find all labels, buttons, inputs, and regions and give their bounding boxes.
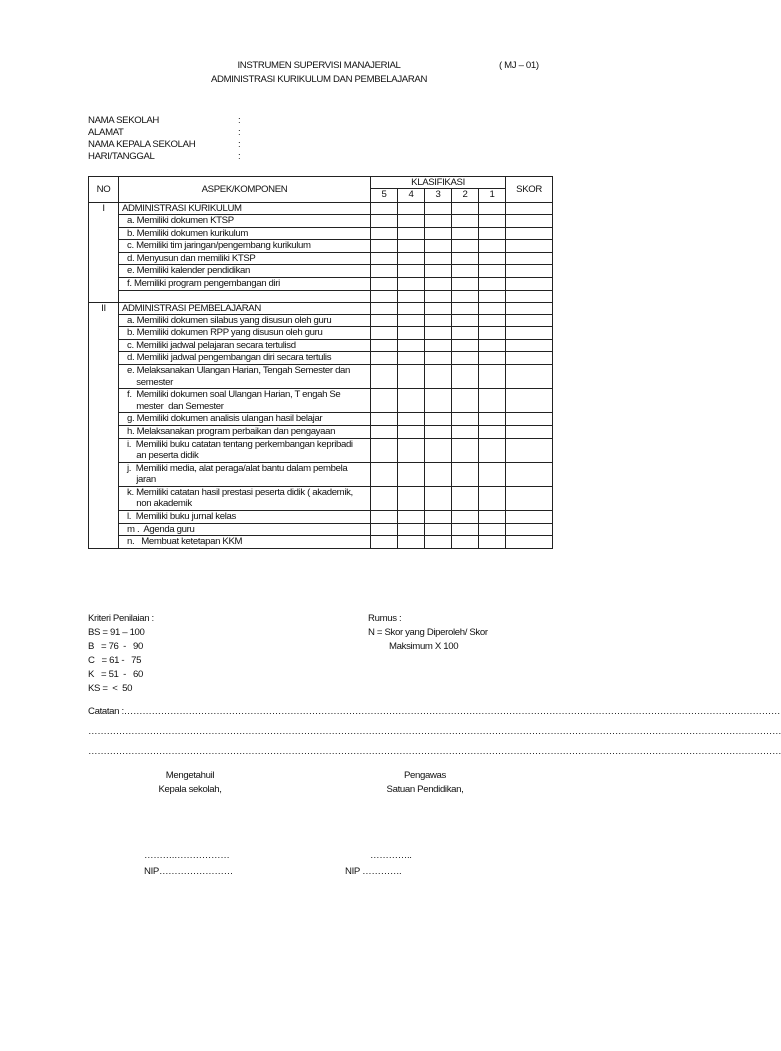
table-row (89, 240, 553, 253)
rating-cell[interactable] (452, 438, 479, 462)
rating-cell[interactable] (452, 523, 479, 536)
score-cell[interactable] (506, 252, 553, 265)
form-code: ( MJ – 01) (499, 60, 539, 71)
aspect-item: g. Memiliki dokumen analisis ulangan hasil belajar (119, 413, 371, 426)
criteria-line: C = 61 - 75 (88, 655, 142, 666)
rating-cell[interactable] (425, 462, 452, 486)
criteria-title: Kriteri Penilaian : (88, 613, 154, 624)
score-cell[interactable] (506, 227, 553, 240)
rating-cell[interactable] (371, 277, 398, 290)
scale-header-4: 4 (398, 189, 425, 203)
section-title: ADMINISTRASI KURIKULUM (119, 203, 371, 215)
header-klasifikasi: KLASIFIKASI (371, 177, 506, 189)
sig-left-role: Kepala sekolah, (158, 784, 222, 795)
table-row (89, 536, 553, 549)
rating-cell[interactable] (371, 486, 398, 510)
rating-cell[interactable] (425, 227, 452, 240)
rating-cell[interactable] (425, 389, 452, 413)
score-cell[interactable] (506, 314, 553, 327)
rating-cell[interactable] (452, 536, 479, 549)
aspect-item: n. Membuat ketetapan KKM (119, 536, 371, 549)
score-cell[interactable] (506, 536, 553, 549)
aspect-item: i. Memiliki buku catatan tentang perkembangan kepribadi an peserta didik (119, 438, 371, 462)
rating-cell[interactable] (371, 462, 398, 486)
aspect-item: c. Memiliki jadwal pelajaran secara tertulisd (119, 339, 371, 352)
formula-title: Rumus : (368, 613, 402, 624)
aspect-item: j. Memiliki media, alat peraga/alat bantu dalam pembela jaran (119, 462, 371, 486)
rating-cell[interactable] (398, 511, 425, 524)
rating-cell[interactable] (398, 364, 425, 388)
score-cell[interactable] (506, 413, 553, 426)
rating-cell[interactable] (371, 511, 398, 524)
section-number: I (89, 203, 119, 303)
rating-cell[interactable] (371, 327, 398, 340)
rating-cell[interactable] (425, 215, 452, 228)
rating-cell[interactable] (425, 536, 452, 549)
rating-cell[interactable] (479, 352, 506, 365)
rating-cell[interactable] (479, 536, 506, 549)
criteria-line: K = 51 - 60 (88, 669, 143, 680)
criteria-line: BS = 91 – 100 (88, 627, 145, 638)
rating-cell[interactable] (479, 203, 506, 215)
aspect-item: b. Memiliki dokumen kurikulum (119, 227, 371, 240)
rating-cell[interactable] (452, 389, 479, 413)
identity-colon: : (238, 127, 241, 138)
score-cell[interactable] (506, 352, 553, 365)
rating-cell[interactable] (425, 523, 452, 536)
rating-cell[interactable] (371, 413, 398, 426)
rating-cell[interactable] (398, 462, 425, 486)
rating-cell[interactable] (425, 413, 452, 426)
rating-cell[interactable] (398, 389, 425, 413)
notes-line-3: ……………………………………………………………………………………………………………………………………………………………………………………………………… (88, 746, 781, 757)
section-title: ADMINISTRASI PEMBELAJARAN (119, 302, 371, 314)
table-row (89, 314, 553, 327)
rating-cell[interactable] (371, 536, 398, 549)
identity-colon: : (238, 115, 241, 126)
rating-cell[interactable] (398, 277, 425, 290)
rating-cell[interactable] (452, 352, 479, 365)
rating-cell[interactable] (425, 486, 452, 510)
aspect-item: f. Memiliki program pengembangan diri (119, 277, 371, 290)
score-cell[interactable] (506, 462, 553, 486)
identity-label: NAMA KEPALA SEKOLAH (88, 139, 196, 150)
notes-label: Catatan : (88, 706, 124, 717)
table-row (89, 339, 553, 352)
score-cell[interactable] (506, 302, 553, 314)
rating-cell[interactable] (479, 425, 506, 438)
score-cell[interactable] (506, 486, 553, 510)
score-cell[interactable] (506, 277, 553, 290)
rating-cell[interactable] (479, 511, 506, 524)
rating-cell[interactable] (479, 462, 506, 486)
scale-header-3: 3 (425, 189, 452, 203)
rating-cell[interactable] (398, 252, 425, 265)
rating-cell[interactable] (425, 240, 452, 253)
table-row (89, 277, 553, 290)
rating-cell[interactable] (398, 302, 425, 314)
aspect-item: d. Memiliki jadwal pengembangan diri secara tertulis (119, 352, 371, 365)
rating-cell[interactable] (371, 290, 398, 302)
scale-header-1: 1 (479, 189, 506, 203)
rating-cell[interactable] (425, 339, 452, 352)
rating-cell[interactable] (452, 314, 479, 327)
rating-cell[interactable] (371, 203, 398, 215)
rating-cell[interactable] (452, 425, 479, 438)
rating-cell[interactable] (452, 511, 479, 524)
rating-cell[interactable] (371, 314, 398, 327)
score-cell[interactable] (506, 240, 553, 253)
rating-cell[interactable] (479, 314, 506, 327)
rating-cell[interactable] (371, 302, 398, 314)
assessment-table (88, 176, 553, 549)
spacer-row (89, 290, 553, 302)
rating-cell[interactable] (452, 302, 479, 314)
header-aspek: ASPEK/KOMPONEN (119, 177, 371, 203)
score-cell[interactable] (506, 511, 553, 524)
rating-cell[interactable] (452, 327, 479, 340)
aspect-item: f. Memiliki dokumen soal Ulangan Harian, T engah Se mester dan Semester (119, 389, 371, 413)
rating-cell[interactable] (452, 290, 479, 302)
identity-label: ALAMAT (88, 127, 124, 138)
rating-cell[interactable] (479, 327, 506, 340)
rating-cell[interactable] (479, 252, 506, 265)
rating-cell[interactable] (425, 511, 452, 524)
rating-cell[interactable] (452, 252, 479, 265)
rating-cell[interactable] (425, 364, 452, 388)
rating-cell[interactable] (452, 227, 479, 240)
rating-cell[interactable] (452, 265, 479, 278)
rating-cell[interactable] (398, 290, 425, 302)
rating-cell[interactable] (371, 364, 398, 388)
section-row (89, 302, 553, 314)
score-cell[interactable] (506, 364, 553, 388)
score-cell[interactable] (506, 215, 553, 228)
rating-cell[interactable] (398, 265, 425, 278)
rating-cell[interactable] (452, 277, 479, 290)
score-cell[interactable] (506, 389, 553, 413)
table-row (89, 389, 553, 413)
table-row (89, 364, 553, 388)
rating-cell[interactable] (452, 240, 479, 253)
rating-cell[interactable] (398, 438, 425, 462)
aspect-item: k. Memiliki catatan hasil prestasi peserta didik ( akademik, non akademik (119, 486, 371, 510)
sig-left-name-line: ……….……………… (144, 850, 230, 861)
rating-cell[interactable] (398, 536, 425, 549)
identity-colon: : (238, 139, 241, 150)
sig-right-nip: NIP …………. (345, 866, 402, 877)
rating-cell[interactable] (398, 486, 425, 510)
rating-cell[interactable] (398, 413, 425, 426)
rating-cell[interactable] (398, 215, 425, 228)
rating-cell[interactable] (479, 339, 506, 352)
document-subtitle: ADMINISTRASI KURIKULUM DAN PEMBELAJARAN (210, 74, 428, 85)
sig-left-nip: NIP…………………… (144, 866, 233, 877)
header-skor: SKOR (506, 177, 553, 203)
rating-cell[interactable] (398, 227, 425, 240)
rating-cell[interactable] (479, 215, 506, 228)
scale-header-2: 2 (452, 189, 479, 203)
header-no: NO (89, 177, 119, 203)
table-row (89, 352, 553, 365)
table-row (89, 227, 553, 240)
rating-cell[interactable] (371, 425, 398, 438)
aspect-item: m . Agenda guru (119, 523, 371, 536)
section-row (89, 203, 553, 215)
document-title: INSTRUMEN SUPERVISI MANAJERIAL (237, 60, 401, 71)
rating-cell[interactable] (425, 302, 452, 314)
aspect-item: d. Menyusun dan memiliki KTSP (119, 252, 371, 265)
table-row (89, 252, 553, 265)
score-cell[interactable] (506, 438, 553, 462)
rating-cell[interactable] (452, 462, 479, 486)
rating-cell[interactable] (425, 438, 452, 462)
rating-cell[interactable] (371, 252, 398, 265)
rating-cell[interactable] (479, 290, 506, 302)
identity-label: HARI/TANGGAL (88, 151, 155, 162)
score-cell[interactable] (506, 327, 553, 340)
rating-cell[interactable] (398, 523, 425, 536)
rating-cell[interactable] (371, 339, 398, 352)
aspect-item: e. Memiliki kalender pendidikan (119, 265, 371, 278)
rating-cell[interactable] (398, 352, 425, 365)
rating-cell[interactable] (452, 215, 479, 228)
rating-cell[interactable] (371, 227, 398, 240)
table-row (89, 327, 553, 340)
rating-cell[interactable] (479, 227, 506, 240)
rating-cell[interactable] (371, 215, 398, 228)
rating-cell[interactable] (479, 240, 506, 253)
aspect-item: a. Memiliki dokumen silabus yang disusun oleh guru (119, 314, 371, 327)
criteria-line: B = 76 - 90 (88, 641, 143, 652)
criteria-line: KS = < 50 (88, 683, 133, 694)
rating-cell[interactable] (371, 438, 398, 462)
rating-cell[interactable] (425, 352, 452, 365)
rating-cell[interactable] (479, 438, 506, 462)
rating-cell[interactable] (398, 314, 425, 327)
rating-cell[interactable] (479, 277, 506, 290)
section-number: II (89, 302, 119, 548)
notes-line-2: ……………………………………………………………………………………………………………………………………………………………………………………………………… (88, 726, 781, 737)
rating-cell[interactable] (371, 523, 398, 536)
rating-cell[interactable] (425, 252, 452, 265)
rating-cell[interactable] (398, 203, 425, 215)
rating-cell[interactable] (479, 389, 506, 413)
rating-cell[interactable] (425, 203, 452, 215)
aspect-item: c. Memiliki tim jaringan/pengembang kurikulum (119, 240, 371, 253)
sig-right-role: Satuan Pendidikan, (386, 784, 464, 795)
rating-cell[interactable] (479, 523, 506, 536)
rating-cell[interactable] (398, 339, 425, 352)
sig-right-name-line: ………….. (370, 850, 412, 861)
rating-cell[interactable] (452, 413, 479, 426)
table-row (89, 462, 553, 486)
table-row (89, 511, 553, 524)
rating-cell[interactable] (425, 314, 452, 327)
table-row (89, 413, 553, 426)
rating-cell[interactable] (371, 352, 398, 365)
rating-cell[interactable] (425, 277, 452, 290)
rating-cell[interactable] (452, 364, 479, 388)
sig-left-title: Mengetahuil (165, 770, 215, 781)
notes-line-1: Catatan :…………………………………………………………………………………………………………………………………………………………………………………………… (88, 706, 781, 717)
table-row (89, 265, 553, 278)
scale-header-5: 5 (371, 189, 398, 203)
rating-cell[interactable] (452, 339, 479, 352)
rating-cell[interactable] (398, 327, 425, 340)
rating-cell[interactable] (371, 265, 398, 278)
rating-cell[interactable] (479, 486, 506, 510)
score-cell[interactable] (506, 425, 553, 438)
aspect-item: b. Memiliki dokumen RPP yang disusun oleh guru (119, 327, 371, 340)
rating-cell[interactable] (425, 290, 452, 302)
aspect-item: h. Melaksanakan program perbaikan dan pengayaan (119, 425, 371, 438)
score-cell[interactable] (506, 290, 553, 302)
rating-cell[interactable] (425, 265, 452, 278)
table-row (89, 486, 553, 510)
aspect-item: e. Melaksanakan Ulangan Harian, Tengah Semester dan semester (119, 364, 371, 388)
aspect-item: a. Memiliki dokumen KTSP (119, 215, 371, 228)
rating-cell[interactable] (452, 203, 479, 215)
spacer-cell (119, 290, 371, 302)
score-cell[interactable] (506, 523, 553, 536)
rating-cell[interactable] (479, 302, 506, 314)
table-row (89, 523, 553, 536)
sig-right-title: Pengawas (403, 770, 446, 781)
rating-cell[interactable] (371, 240, 398, 253)
score-cell[interactable] (506, 339, 553, 352)
table-row (89, 438, 553, 462)
rating-cell[interactable] (398, 240, 425, 253)
score-cell[interactable] (506, 203, 553, 215)
rating-cell[interactable] (452, 486, 479, 510)
rating-cell[interactable] (479, 364, 506, 388)
rating-cell[interactable] (425, 327, 452, 340)
identity-colon: : (238, 151, 241, 162)
aspect-item: l. Memiliki buku jurnal kelas (119, 511, 371, 524)
score-cell[interactable] (506, 265, 553, 278)
identity-label: NAMA SEKOLAH (88, 115, 159, 126)
table-row (89, 215, 553, 228)
rating-cell[interactable] (479, 413, 506, 426)
rating-cell[interactable] (425, 425, 452, 438)
table-row (89, 425, 553, 438)
rating-cell[interactable] (479, 265, 506, 278)
formula-line1: N = Skor yang Diperoleh/ Skor (368, 627, 488, 638)
formula-line2: Maksimum X 100 (389, 641, 459, 652)
rating-cell[interactable] (371, 389, 398, 413)
rating-cell[interactable] (398, 425, 425, 438)
